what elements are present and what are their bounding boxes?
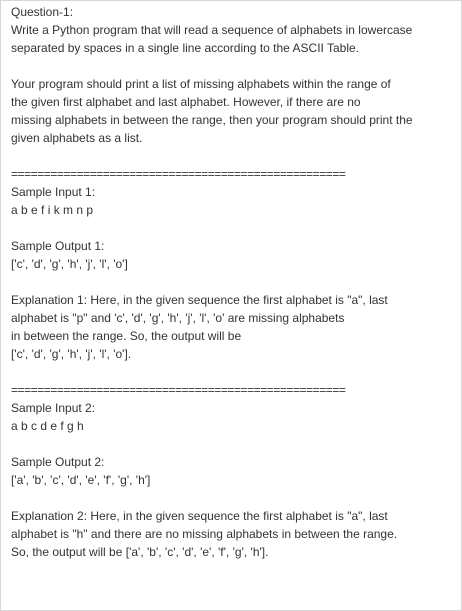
explanation-2-line: alphabet is "h" and there are no missing alphabets in between the range. xyxy=(11,527,398,541)
sample-input-2-label: Sample Input 2: xyxy=(11,401,96,415)
sample-output-1-value: ['c', 'd', 'g', 'h', 'j', 'l', 'o'] xyxy=(11,257,128,271)
sample-output-2-label: Sample Output 2: xyxy=(11,455,105,469)
sample-output-1-label: Sample Output 1: xyxy=(11,239,105,253)
description-line: the given first alphabet and last alphabet. However, if there are no xyxy=(11,95,361,109)
separator-line: =================================================== xyxy=(11,383,346,397)
question-text xyxy=(11,3,457,561)
blank-line xyxy=(11,273,457,291)
sample-input-1-value: a b e f i k m n p xyxy=(11,203,94,217)
explanation-2-line: So, the output will be ['a', 'b', 'c', 'd', 'e', 'f', 'g', 'h']. xyxy=(11,545,269,559)
description-line: given alphabets as a list. xyxy=(11,131,143,145)
sample-input-1-label: Sample Input 1: xyxy=(11,185,96,199)
blank-line xyxy=(11,435,457,453)
explanation-1-line: Explanation 1: Here, in the given sequence the first alphabet is "a", last xyxy=(11,293,388,307)
explanation-1-line: in between the range. So, the output will be xyxy=(11,329,242,343)
intro-line: Write a Python program that will read a sequence of alphabets in lowercase xyxy=(11,23,413,37)
sample-input-2-value: a b c d e f g h xyxy=(11,419,84,433)
intro-line: separated by spaces in a single line according to the ASCII Table. xyxy=(11,41,359,55)
explanation-2-line: Explanation 2: Here, in the given sequence the first alphabet is "a", last xyxy=(11,509,388,523)
blank-line xyxy=(11,219,457,237)
sample-output-2-value: ['a', 'b', 'c', 'd', 'e', 'f', 'g', 'h'] xyxy=(11,473,151,487)
explanation-1-line: ['c', 'd', 'g', 'h', 'j', 'l', 'o']. xyxy=(11,347,132,361)
separator-line: =================================================== xyxy=(11,167,346,181)
blank-line xyxy=(11,489,457,507)
description-line: Your program should print a list of missing alphabets within the range of xyxy=(11,77,391,91)
blank-line xyxy=(11,57,457,75)
explanation-1-line: alphabet is "p" and 'c', 'd', 'g', 'h', 'j', 'l', 'o' are missing alphabets xyxy=(11,311,345,325)
description-line: missing alphabets in between the range, then your program should print the xyxy=(11,113,413,127)
blank-line xyxy=(11,147,457,165)
question-title: Question-1: xyxy=(11,5,74,19)
blank-line xyxy=(11,363,457,381)
